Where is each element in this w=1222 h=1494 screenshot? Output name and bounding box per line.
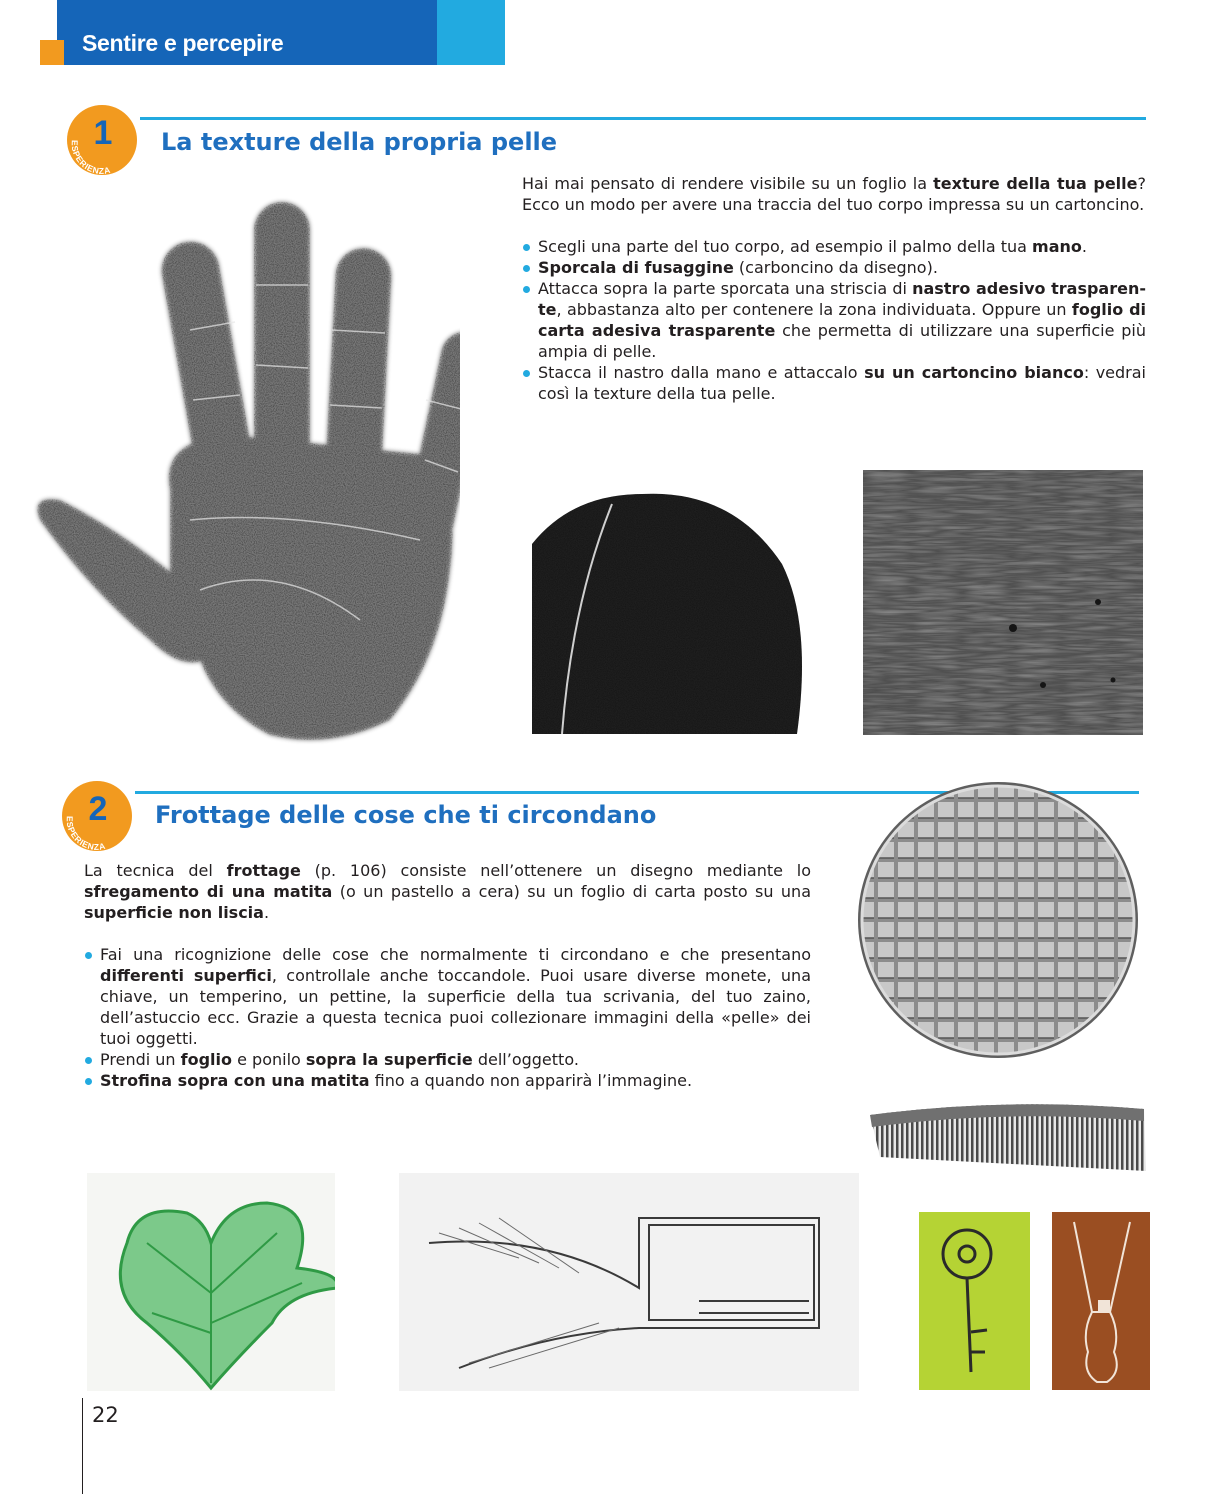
- experience-2-number: 2: [88, 790, 108, 828]
- experience-2-title: Frottage delle cose che ti circondano: [155, 801, 657, 829]
- header-accent: [437, 0, 505, 65]
- experience-2-intro: [84, 860, 811, 923]
- experience-1-badge: [62, 100, 142, 180]
- experience-1-badge-word: ESPERIENZA: [69, 139, 112, 176]
- page-number: 22: [92, 1403, 119, 1427]
- experience-1-intro: [522, 173, 1146, 215]
- page-number-rule: [82, 1398, 83, 1494]
- text-run: che permetta di utilizzare una superficie più ampia di pelle.: [538, 321, 1146, 361]
- text-run: Fai una ricognizione delle cose che normalmente ti circondano e che presentano: [100, 945, 811, 964]
- text-run: .: [1081, 237, 1087, 256]
- clothespin-rubbing-image: [1052, 1212, 1150, 1390]
- text-run: Stacca il nastro dalla mano e attaccalo: [538, 363, 865, 382]
- bold-text: nastro adesivo trasparente: [538, 279, 1147, 319]
- key-rubbing-image: [919, 1212, 1030, 1390]
- bold-text: Sporcala di fusaggine: [538, 258, 734, 277]
- experience-2-badge: [57, 776, 137, 856]
- step-item: [522, 362, 1146, 404]
- text-run: Prendi un: [100, 1050, 181, 1069]
- text-run: , abbastanza alto per contenere la zona individuata. Oppure un: [556, 300, 1072, 319]
- ivy-leaf-rubbing-image: [87, 1173, 335, 1391]
- text-run: (p. 106) consiste nell’ottenere un disegno mediante lo: [300, 861, 811, 880]
- text-run: e ponilo: [232, 1050, 306, 1069]
- coin-rubbing-image: [856, 780, 1140, 1060]
- text-run: : vedrai così la texture della tua pelle.: [538, 363, 1146, 403]
- bold-text: foglio di carta adesiva trasparente: [538, 300, 1147, 340]
- bold-text: foglio: [180, 1050, 233, 1069]
- step-item: [522, 236, 1146, 257]
- hand-print-image: [30, 190, 460, 745]
- chapter-title: Sentire e percepire: [82, 30, 284, 56]
- experience-1-steps: [522, 236, 1146, 404]
- experience-1-title: La texture della propria pelle: [161, 128, 558, 156]
- bold-text: superficie non liscia: [84, 903, 264, 922]
- text-run: La tecnica del: [84, 861, 227, 880]
- experience-2-steps: [84, 944, 811, 1091]
- bold-text: sopra la superficie: [305, 1050, 473, 1069]
- comb-rubbing-image: [866, 1095, 1148, 1173]
- text-run: ? Ecco un modo per avere una traccia del tuo corpo impressa su un cartoncino.: [522, 174, 1147, 214]
- text-run: .: [263, 903, 270, 922]
- step-item: [84, 1049, 811, 1070]
- text-run: dell’oggetto.: [472, 1050, 579, 1069]
- experience-2-badge-word: ESPERIENZA: [64, 815, 107, 852]
- bold-text: su un cartoncino bianco: [864, 363, 1084, 382]
- bold-text: texture della tua pelle: [933, 174, 1138, 193]
- experience-2-text: [84, 860, 811, 1091]
- header-corner-mark: [40, 40, 64, 65]
- step-item: [84, 944, 811, 1049]
- bold-text: differenti superfici: [100, 966, 272, 985]
- bold-text: Strofina sopra con una matita: [100, 1071, 370, 1090]
- skin-texture-image: [863, 470, 1143, 735]
- step-item: [522, 257, 1146, 278]
- text-run: Attacca sopra la parte sporcata una striscia di: [538, 279, 913, 298]
- text-run: Scegli una parte del tuo corpo, ad esempio il palmo della tua: [538, 237, 1033, 256]
- bold-text: mano: [1032, 237, 1082, 256]
- text-run: , controllale anche toccandole. Puoi usare diverse monete, una chiave, un temperino, un pettine, la superficie della tua scrivania, del tuo zaino, dell’astuccio ecc. Grazie a questa tecnica puoi collezionare immagini della «pelle» dei tuoi oggetti.: [100, 966, 811, 1048]
- text-run: (carboncino da disegno).: [733, 258, 938, 277]
- experience-1-number: 1: [93, 114, 113, 152]
- step-item: [84, 1070, 811, 1091]
- experience-1-rule: [140, 117, 1146, 120]
- experience-1-text: [522, 173, 1146, 404]
- bold-text: sfregamento di una matita: [84, 882, 333, 901]
- bold-text: frottage: [226, 861, 301, 880]
- step-item: [522, 278, 1146, 362]
- text-run: Hai mai pensato di rendere visibile su un foglio la: [522, 174, 934, 193]
- fingertip-print-image: [532, 484, 812, 734]
- text-run: (o un pastello a cera) su un foglio di carta posto su una: [332, 882, 812, 901]
- pocket-knife-rubbing-image: [399, 1173, 859, 1391]
- text-run: fino a quando non apparirà l’immagine.: [369, 1071, 693, 1090]
